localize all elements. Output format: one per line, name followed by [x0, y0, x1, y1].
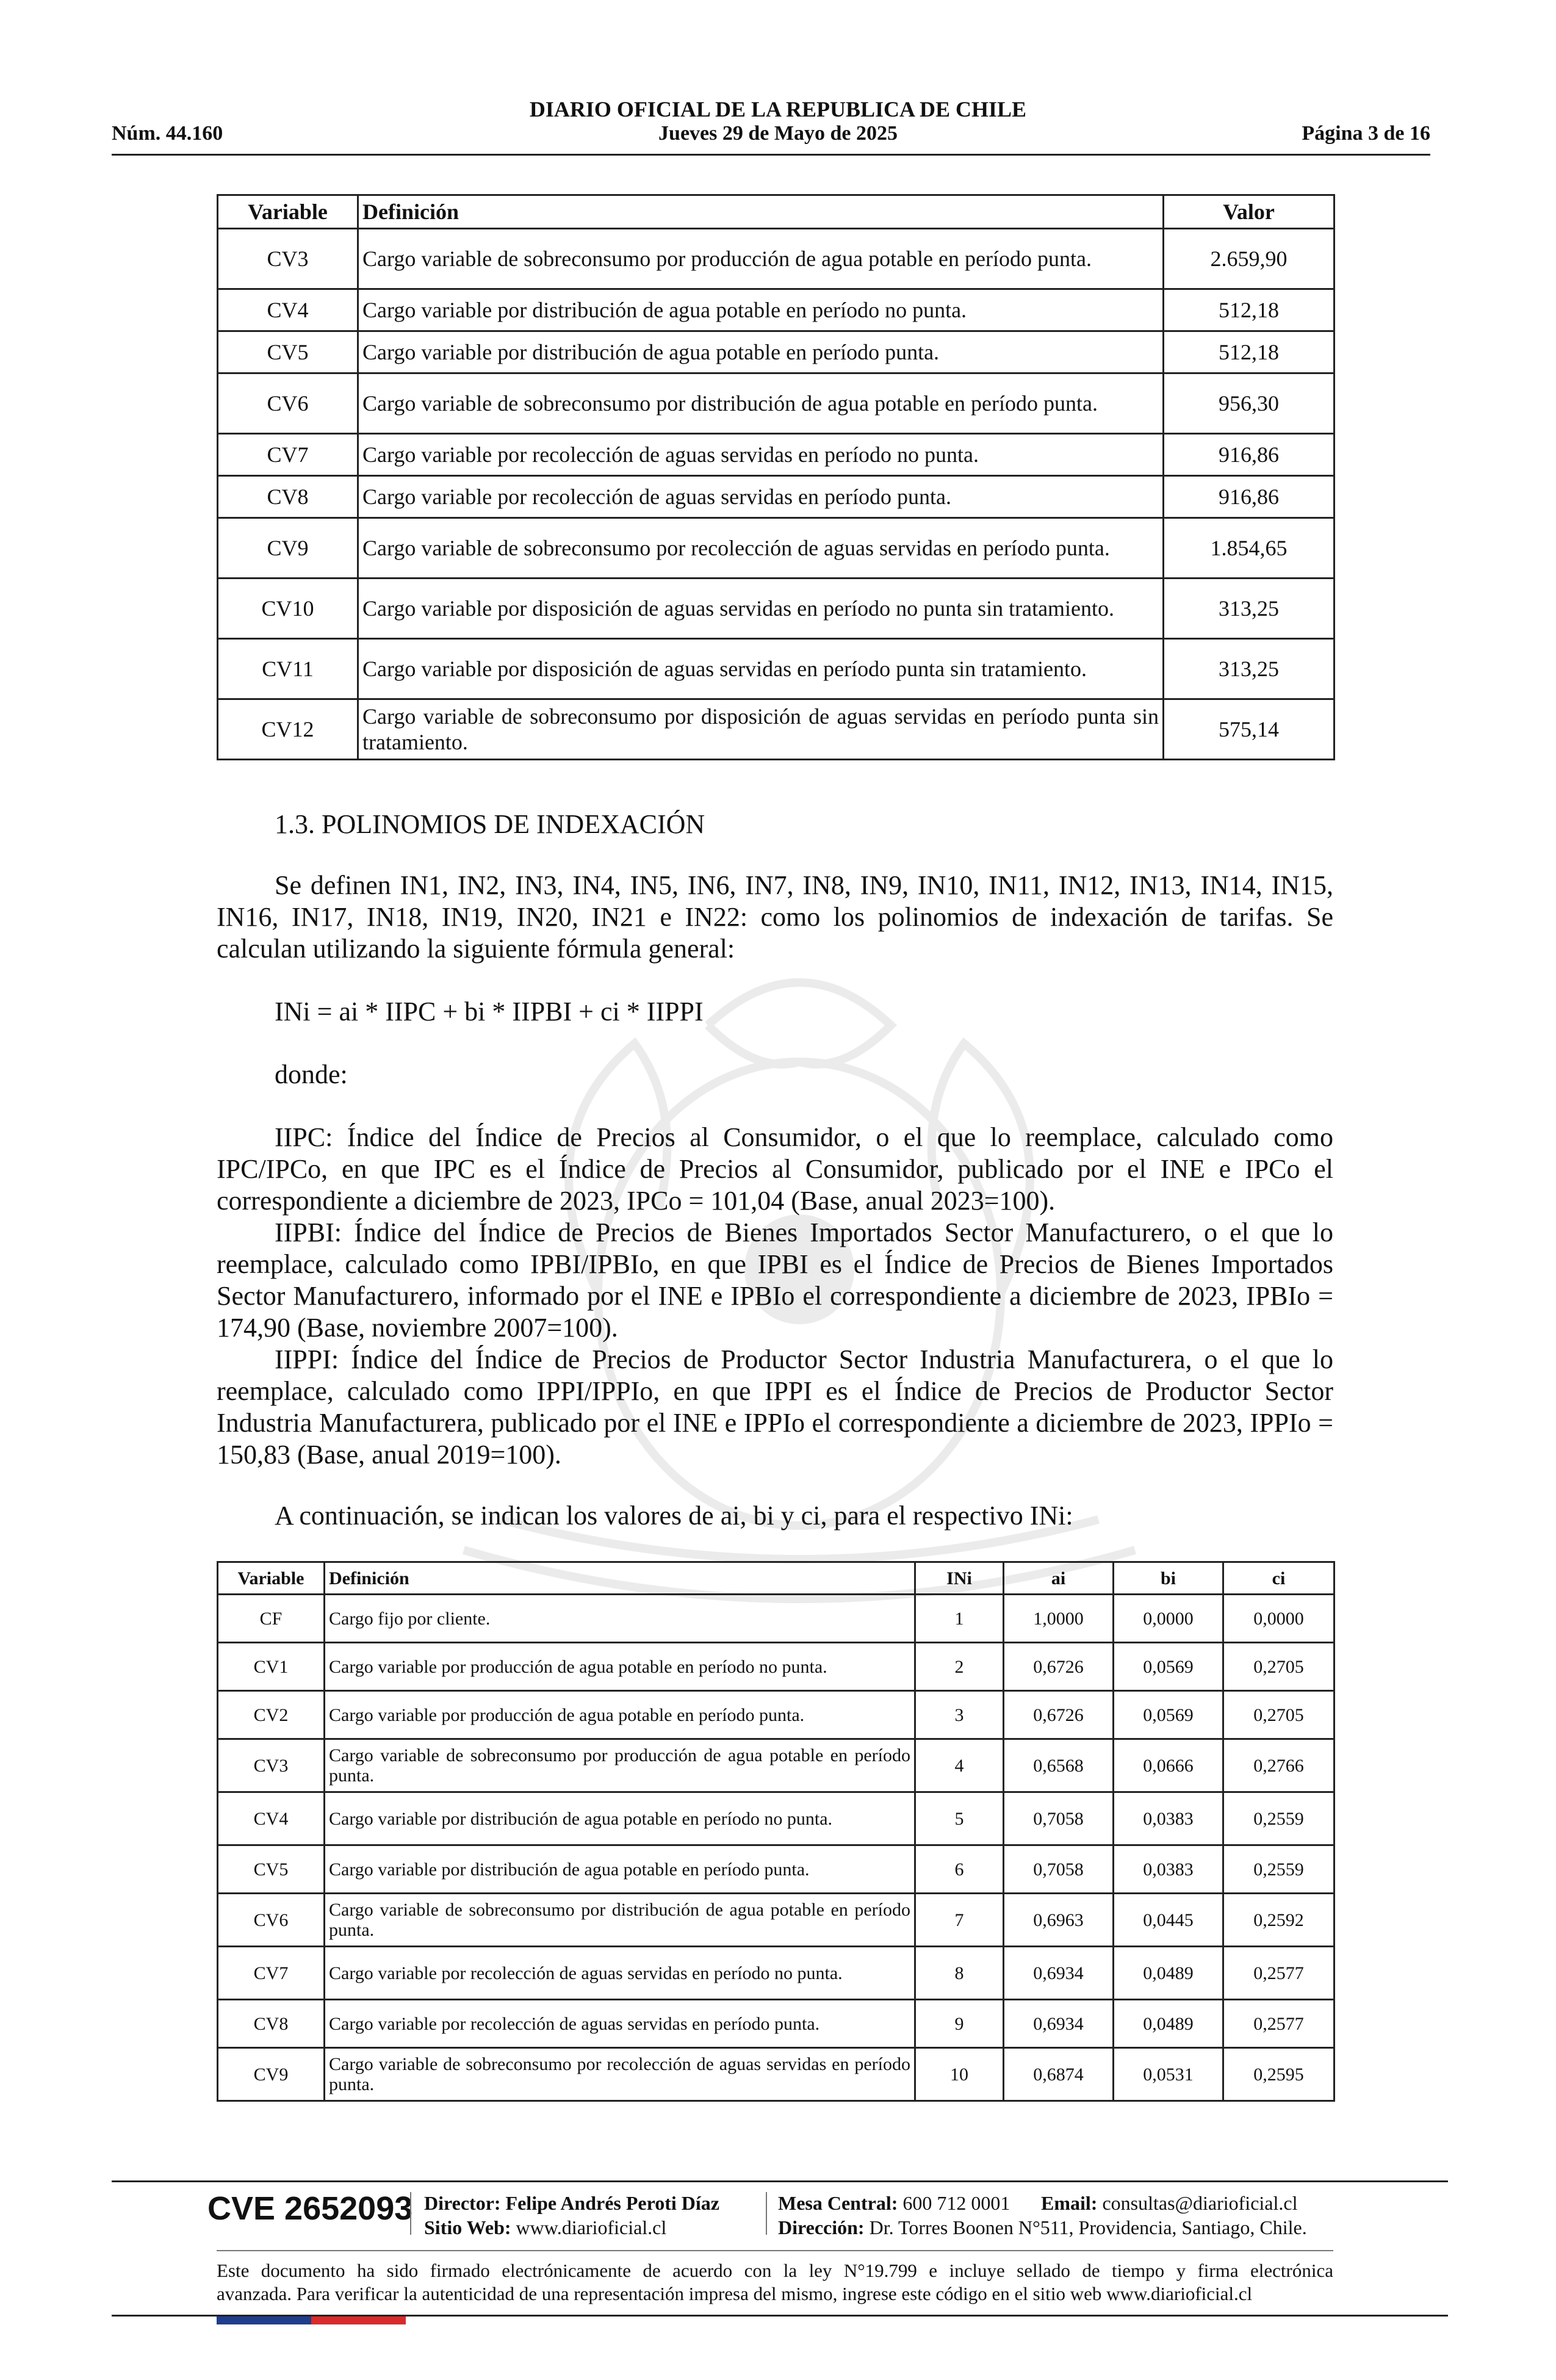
- cell-ai: 0,6726: [1004, 1691, 1114, 1739]
- column-header-definicion: Definición: [358, 195, 1164, 229]
- column-header-variable: Variable: [218, 195, 358, 229]
- cell-variable: CV11: [218, 639, 358, 699]
- table-row: [218, 434, 1334, 476]
- table-row: [218, 331, 1334, 373]
- cell-valor: 512,18: [1164, 331, 1334, 373]
- cell-valor: 1.854,65: [1164, 518, 1334, 579]
- director-name: Felipe Andrés Peroti Díaz: [505, 2192, 719, 2214]
- footer-separator: [766, 2192, 767, 2235]
- cell-ini: 8: [915, 1947, 1004, 2000]
- table-row: [218, 229, 1334, 289]
- table-row: [218, 476, 1334, 518]
- table-row: [218, 373, 1334, 434]
- address-value: Dr. Torres Boonen N°511, Providencia, Santiago, Chile.: [869, 2216, 1307, 2238]
- email-link[interactable]: consultas@diarioficial.cl: [1102, 2192, 1298, 2214]
- cell-ini: 10: [915, 2048, 1004, 2101]
- cell-valor: 916,86: [1164, 434, 1334, 476]
- table-row: [218, 1691, 1334, 1739]
- legal-notice: [217, 2259, 1333, 2306]
- table-row: [218, 1643, 1334, 1691]
- indexation-table: [217, 1561, 1335, 2102]
- cell-ini: 5: [915, 1792, 1004, 1845]
- cell-bi: 0,0445: [1114, 1894, 1223, 1947]
- footer-director-block: [424, 2191, 719, 2240]
- cell-ci: 0,2577: [1223, 1947, 1334, 2000]
- cell-ci: 0,2766: [1223, 1739, 1334, 1792]
- cell-variable: CV3: [218, 229, 358, 289]
- cell-definicion: Cargo fijo por cliente.: [325, 1595, 915, 1643]
- column-header-ai: ai: [1004, 1562, 1114, 1595]
- definitions-block: [217, 1122, 1333, 1471]
- cell-ini: 2: [915, 1643, 1004, 1691]
- intro-paragraph: [217, 870, 1333, 965]
- cell-ai: 0,7058: [1004, 1845, 1114, 1894]
- cell-valor: 916,86: [1164, 476, 1334, 518]
- cell-ai: 0,6874: [1004, 2048, 1114, 2101]
- cell-definicion: Cargo variable por disposición de aguas servidas en período punta sin tratamiento.: [358, 639, 1164, 699]
- cell-variable: CV5: [218, 331, 358, 373]
- cell-definicion: Cargo variable de sobreconsumo por recolección de aguas servidas en período punta.: [358, 518, 1164, 579]
- cell-bi: 0,0383: [1114, 1792, 1223, 1845]
- cell-definicion: Cargo variable por distribución de agua potable en período no punta.: [358, 289, 1164, 331]
- cell-definicion: Cargo variable por recolección de aguas servidas en período no punta.: [325, 1947, 915, 2000]
- cell-variable: CV6: [218, 373, 358, 434]
- cell-bi: 0,0000: [1114, 1595, 1223, 1643]
- cell-ini: 6: [915, 1845, 1004, 1894]
- cell-valor: 313,25: [1164, 579, 1334, 639]
- column-header-ci: ci: [1223, 1562, 1334, 1595]
- cell-bi: 0,0569: [1114, 1643, 1223, 1691]
- cell-variable: CV9: [218, 2048, 325, 2101]
- cell-ai: 0,6934: [1004, 1947, 1114, 2000]
- cell-ai: 0,6963: [1004, 1894, 1114, 1947]
- cell-definicion: Cargo variable de sobreconsumo por producción de agua potable en período punta.: [325, 1739, 915, 1792]
- cell-variable: CV4: [218, 289, 358, 331]
- legal-line-2: avanzada. Para verificar la autenticidad de una representación impresa del mismo, ingrese este código en el sitio web www.diarioficial.cl: [217, 2283, 1253, 2304]
- cell-definicion: Cargo variable por distribución de agua potable en período punta.: [358, 331, 1164, 373]
- header-divider: [112, 154, 1430, 156]
- charges-table: [217, 194, 1335, 760]
- cell-ci: 0,2577: [1223, 2000, 1334, 2048]
- cell-definicion: Cargo variable por recolección de aguas servidas en período punta.: [325, 2000, 915, 2048]
- table-row: [218, 2000, 1334, 2048]
- cell-variable: CV7: [218, 434, 358, 476]
- table-row: [218, 639, 1334, 699]
- footer-email-block: [1041, 2191, 1297, 2215]
- cell-ini: 9: [915, 2000, 1004, 2048]
- cell-definicion: Cargo variable por distribución de agua potable en período no punta.: [325, 1792, 915, 1845]
- website-link[interactable]: www.diarioficial.cl: [516, 2216, 667, 2238]
- cell-bi: 0,0489: [1114, 2000, 1223, 2048]
- formula: INi = ai * IIPC + bi * IIPBI + ci * IIPPI: [275, 997, 704, 1026]
- cell-valor: 2.659,90: [1164, 229, 1334, 289]
- cell-variable: CV8: [218, 476, 358, 518]
- cell-definicion: Cargo variable por disposición de aguas servidas en período no punta sin tratamiento.: [358, 579, 1164, 639]
- publication-title: DIARIO OFICIAL DE LA REPUBLICA DE CHILE: [529, 97, 1027, 121]
- mesa-phone: 600 712 0001: [902, 2192, 1010, 2214]
- table-header-row: [218, 1562, 1334, 1595]
- cell-variable: CF: [218, 1595, 325, 1643]
- cell-variable: CV8: [218, 2000, 325, 2048]
- cell-variable: CV12: [218, 699, 358, 760]
- cell-ai: 0,6568: [1004, 1739, 1114, 1792]
- table-header-row: [218, 195, 1334, 229]
- cell-bi: 0,0666: [1114, 1739, 1223, 1792]
- cell-bi: 0,0383: [1114, 1845, 1223, 1894]
- footer-inner-divider: [217, 2250, 1333, 2251]
- cell-ai: 1,0000: [1004, 1595, 1114, 1643]
- continuation-text: A continuación, se indican los valores de ai, bi y ci, para el respectivo INi:: [275, 1501, 1073, 1531]
- footer-divider: [112, 2180, 1448, 2182]
- table-row: [218, 1739, 1334, 1792]
- cell-definicion: Cargo variable por producción de agua potable en período no punta.: [325, 1643, 915, 1691]
- cell-variable: CV3: [218, 1739, 325, 1792]
- cell-ci: 0,2705: [1223, 1643, 1334, 1691]
- cell-variable: CV9: [218, 518, 358, 579]
- cell-ai: 0,6726: [1004, 1643, 1114, 1691]
- cell-variable: CV5: [218, 1845, 325, 1894]
- cell-ini: 1: [915, 1595, 1004, 1643]
- intro-text: Se definen IN1, IN2, IN3, IN4, IN5, IN6, IN7, IN8, IN9, IN10, IN11, IN12, IN13, IN14, IN15, IN16, IN17, IN18, IN19, IN20, IN21 e IN22: como los polinomios de indexación de tarifas. Se calculan utilizando la siguiente fórmula general:: [217, 870, 1333, 964]
- cell-valor: 313,25: [1164, 639, 1334, 699]
- page-number: Página 3 de 16: [1302, 122, 1430, 145]
- table-row: [218, 518, 1334, 579]
- flag-bar-red: [311, 2317, 406, 2324]
- cell-ci: 0,2592: [1223, 1894, 1334, 1947]
- table-row: [218, 1595, 1334, 1643]
- table-row: [218, 1947, 1334, 2000]
- issue-number: Núm. 44.160: [112, 122, 223, 145]
- table-row: [218, 1792, 1334, 1845]
- column-header-bi: bi: [1114, 1562, 1223, 1595]
- cell-definicion: Cargo variable de sobreconsumo por disposición de aguas servidas en período punta sin tratamiento.: [358, 699, 1164, 760]
- cell-variable: CV1: [218, 1643, 325, 1691]
- table-row: [218, 579, 1334, 639]
- cell-ai: 0,6934: [1004, 2000, 1114, 2048]
- table-row: [218, 289, 1334, 331]
- director-label: Director:: [424, 2192, 501, 2214]
- cve-code: CVE 2652093: [207, 2190, 413, 2227]
- email-label: Email:: [1041, 2192, 1098, 2214]
- cell-definicion: Cargo variable de sobreconsumo por distribución de agua potable en período punta.: [358, 373, 1164, 434]
- cell-definicion: Cargo variable por producción de agua potable en período punta.: [325, 1691, 915, 1739]
- cell-definicion: Cargo variable por recolección de aguas servidas en período punta.: [358, 476, 1164, 518]
- cell-definicion: Cargo variable por recolección de aguas servidas en período no punta.: [358, 434, 1164, 476]
- column-header-definicion: Definición: [325, 1562, 915, 1595]
- footer-separator: [410, 2192, 411, 2235]
- cell-definicion: Cargo variable por distribución de agua potable en período punta.: [325, 1845, 915, 1894]
- flag-bar-blue: [217, 2317, 311, 2324]
- cell-bi: 0,0531: [1114, 2048, 1223, 2101]
- cell-definicion: Cargo variable de sobreconsumo por producción de agua potable en período punta.: [358, 229, 1164, 289]
- cell-definicion: Cargo variable de sobreconsumo por recolección de aguas servidas en período punta.: [325, 2048, 915, 2101]
- cell-ai: 0,7058: [1004, 1792, 1114, 1845]
- legal-line-1: Este documento ha sido firmado electrónicamente de acuerdo con la ley N°19.799 e incluye sellado de tiempo y firma electrónica: [217, 2260, 1333, 2281]
- publication-date: Jueves 29 de Mayo de 2025: [658, 122, 898, 145]
- cell-ini: 4: [915, 1739, 1004, 1792]
- cell-variable: CV10: [218, 579, 358, 639]
- table-row: [218, 1845, 1334, 1894]
- cell-ci: 0,0000: [1223, 1595, 1334, 1643]
- column-header-valor: Valor: [1164, 195, 1334, 229]
- iippi-definition: IIPPI: Índice del Índice de Precios de Productor Sector Industria Manufacturera, o el que lo reemplace, calculado como IPPI/IPPIo, en que IPPI es el Índice de Precios de Productor Sector Industria Manufacturera, publicado por el INE e IPPIo el correspondiente a diciembre de 2023, IPPIo = 150,83 (Base, anual 2019=100).: [217, 1344, 1333, 1469]
- cell-variable: CV6: [218, 1894, 325, 1947]
- column-header-ini: INi: [915, 1562, 1004, 1595]
- cell-ci: 0,2559: [1223, 1792, 1334, 1845]
- mesa-label: Mesa Central:: [778, 2192, 898, 2214]
- cell-variable: CV7: [218, 1947, 325, 2000]
- cell-valor: 512,18: [1164, 289, 1334, 331]
- cell-bi: 0,0489: [1114, 1947, 1223, 2000]
- address-label: Dirección:: [778, 2216, 865, 2238]
- iipbi-definition: IIPBI: Índice del Índice de Precios de Bienes Importados Sector Manufacturero, o el que lo reemplace, calculado como IPBI/IPBIo, en que IPBI es el Índice de Precios de Bienes Importados Sector Manufacturero, informado por el INE e IPBIo el correspondiente a diciembre de 2023, IPBIo = 174,90 (Base, noviembre 2007=100).: [217, 1217, 1333, 1343]
- donde-label: donde:: [275, 1059, 348, 1089]
- table-row: [218, 2048, 1334, 2101]
- column-header-variable: Variable: [218, 1562, 325, 1595]
- cell-ci: 0,2595: [1223, 2048, 1334, 2101]
- cell-ci: 0,2705: [1223, 1691, 1334, 1739]
- table-row: [218, 1894, 1334, 1947]
- website-label: Sitio Web:: [424, 2216, 511, 2238]
- section-heading: 1.3. POLINOMIOS DE INDEXACIÓN: [275, 809, 705, 839]
- cell-ini: 7: [915, 1894, 1004, 1947]
- cell-variable: CV2: [218, 1691, 325, 1739]
- cell-definicion: Cargo variable de sobreconsumo por distribución de agua potable en período punta.: [325, 1894, 915, 1947]
- cell-variable: CV4: [218, 1792, 325, 1845]
- cell-valor: 575,14: [1164, 699, 1334, 760]
- cell-ci: 0,2559: [1223, 1845, 1334, 1894]
- iipc-definition: IIPC: Índice del Índice de Precios al Consumidor, o el que lo reemplace, calculado como IPC/IPCo, en que IPC es el Índice de Precios al Consumidor, publicado por el INE e IPCo el correspondiente a diciembre de 2023, IPCo = 101,04 (Base, anual 2023=100).: [217, 1122, 1333, 1216]
- cell-ini: 3: [915, 1691, 1004, 1739]
- cell-bi: 0,0569: [1114, 1691, 1223, 1739]
- cell-valor: 956,30: [1164, 373, 1334, 434]
- table-row: [218, 699, 1334, 760]
